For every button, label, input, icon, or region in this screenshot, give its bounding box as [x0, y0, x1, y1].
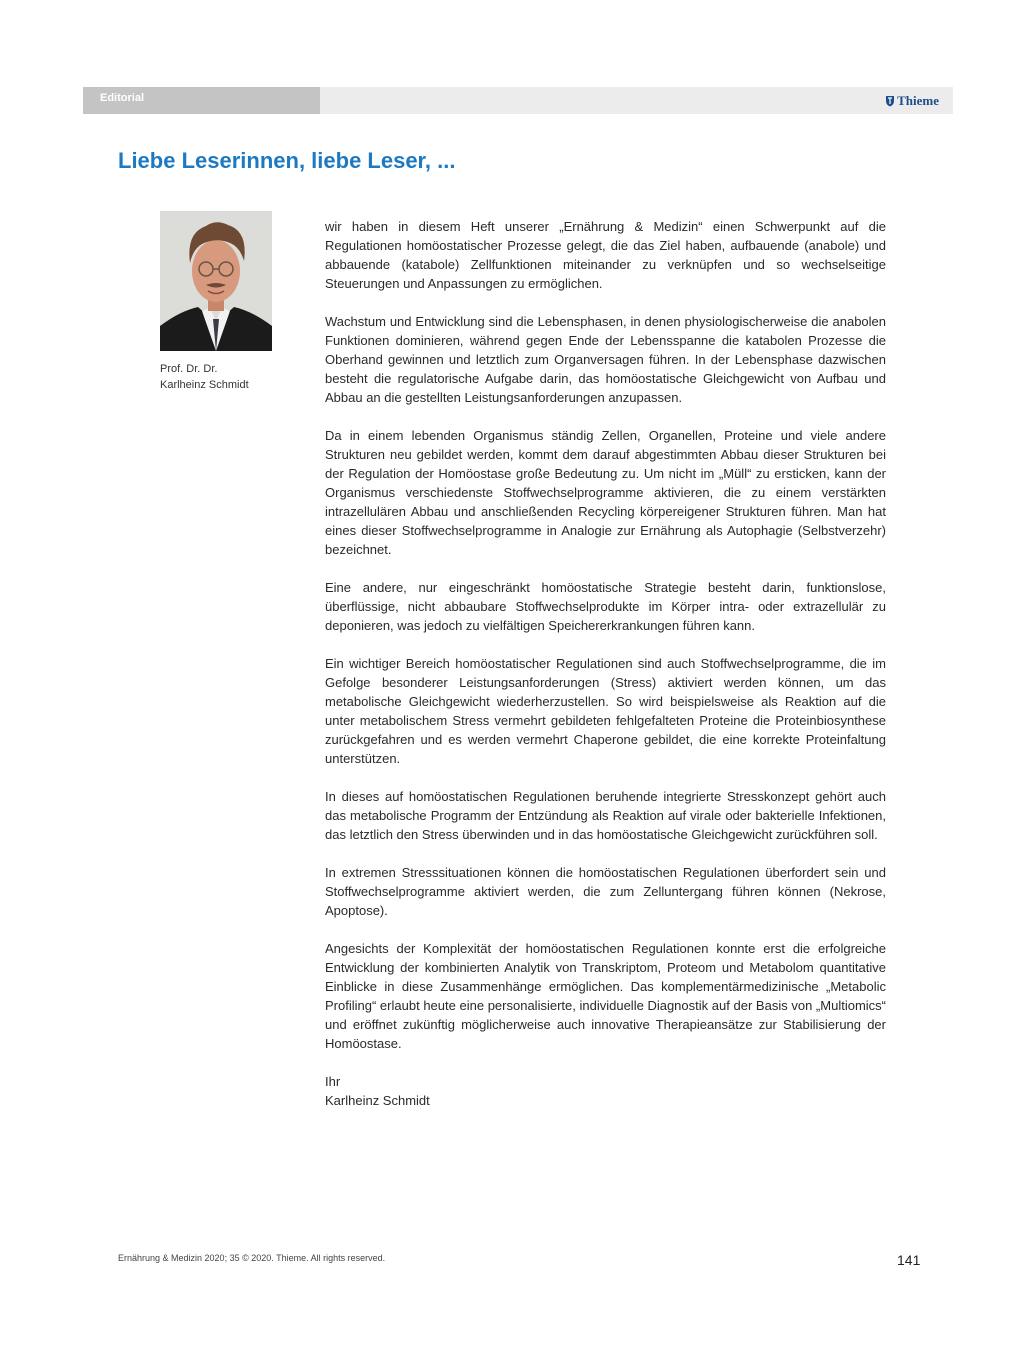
footer-citation: Ernährung & Medizin 2020; 35 © 2020. Thieme. All rights reserved. [118, 1253, 386, 1263]
header-bar [83, 87, 953, 114]
thieme-logo-icon [885, 95, 895, 107]
section-label: Editorial [100, 92, 145, 104]
section-label-box [83, 87, 320, 114]
brand[interactable] [885, 93, 939, 109]
page-number: 141 [897, 1252, 921, 1268]
caption-name: Karlheinz Schmidt [160, 379, 249, 391]
paragraph: wir haben in diesem Heft unserer „Ernährung & Medizin“ einen Schwerpunkt auf die Regulationen homöostatischer Prozesse gelegt, die das Ziel haben, aufbauende (anabole) und abbauende (katabole) Zellfunktionen miteinander zu verknüpfen und so wechselseitige Steuerungen und Anpassungen zu ermöglichen. [325, 219, 886, 291]
portrait-caption [160, 361, 249, 393]
paragraph: In extremen Stresssituationen können die homöostatischen Regulationen überfordert sein und Stoffwechselprogramme aktiviert werden, die zum Zelluntergang führen können (Nekrose, Apoptose). [325, 865, 886, 918]
paragraph: In dieses auf homöostatischen Regulationen beruhende integrierte Stresskonzept gehört auch das metabolische Programm der Entzündung als Reaktion auf virale oder bakterielle Infektionen, das letztlich den Stress überwinden und in das homöostatische Gleichgewicht zurückführen soll. [325, 789, 886, 842]
author-portrait [160, 211, 272, 351]
caption-title: Prof. Dr. Dr. [160, 363, 218, 375]
paragraph: Ein wichtiger Bereich homöostatischer Regulationen sind auch Stoffwechselprogramme, die im Gefolge besonderer Leistungsanforderungen (Stress) aktiviert werden können, um das metabolische Gleichgewicht wiederherzustellen. So wird beispielsweise als Reaktion auf die unter metabolischem Stress vermehrt gebildeten fehlgefalteten Proteine die Proteinbiosynthese zurückgefahren und es werden vermehrt Chaperone gebildet, die eine korrekte Proteinfaltung unterstützen. [325, 656, 886, 766]
editorial-body [325, 217, 886, 1110]
page-title: Liebe Leserinnen, liebe Leser, ... [118, 148, 456, 173]
paragraph: Angesichts der Komplexität der homöostatischen Regulationen konnte erst die erfolgreiche Entwicklung der kombinierten Analytik von Transkriptom, Proteom und Metabolom quantitative Einblicke in diese Zusammenhänge ermöglichen. Das komplementärmedizinische „Metabolic Profiling“ erlaubt heute eine personalisierte, individuelle Diagnostik auf der Basis von „Multiomics“ und eröffnet zukünftig möglicherweise auch innovative Therapieansätze zur Stabilisierung der Homöostase. [325, 941, 886, 1051]
paragraph: Eine andere, nur eingeschränkt homöostatische Strategie besteht darin, funktionslose, überflüssige, nicht abbaubare Stoffwechselprodukte im Körper intra- oder extrazellulär zu deponieren, was jedoch zu vielfältigen Speichererkrankungen führen kann. [325, 580, 886, 633]
closing-greeting: Ihr [325, 1074, 341, 1089]
closing [325, 1072, 886, 1110]
paragraph: Wachstum und Entwicklung sind die Lebensphasen, in denen physiologischerweise die anabolen Funktionen dominieren, während gegen Ende der Lebensspanne die katabolen Prozesse die Oberhand gewinnen und letztlich zum Organversagen führen. In der Lebensphase dazwischen besteht die regulatorische Aufgabe darin, das homöostatische Gleichgewicht von Aufbau und Abbau an die gestellten Leistungsanforderungen anzupassen. [325, 314, 886, 405]
closing-signature: Karlheinz Schmidt [325, 1093, 430, 1108]
paragraph: Da in einem lebenden Organismus ständig Zellen, Organellen, Proteine und viele andere Strukturen neu gebildet werden, kommt dem darauf abgestimmten Abbau dieser Strukturen bei der Regulation der Homöostase große Bedeutung zu. Um nicht im „Müll“ zu ersticken, kann der Organismus verschiedenste Stoffwechselprogramme aktivieren, die zu einem verstärkten intrazellulären Abbau und anschließenden Recycling körpereigener Strukturen führen. Man hat eines dieser Stoffwechselprogramme in Analogie zur Ernährung als Autophagie (Selbstverzehr) bezeichnet. [325, 428, 886, 557]
brand-name: Thieme [897, 93, 939, 108]
